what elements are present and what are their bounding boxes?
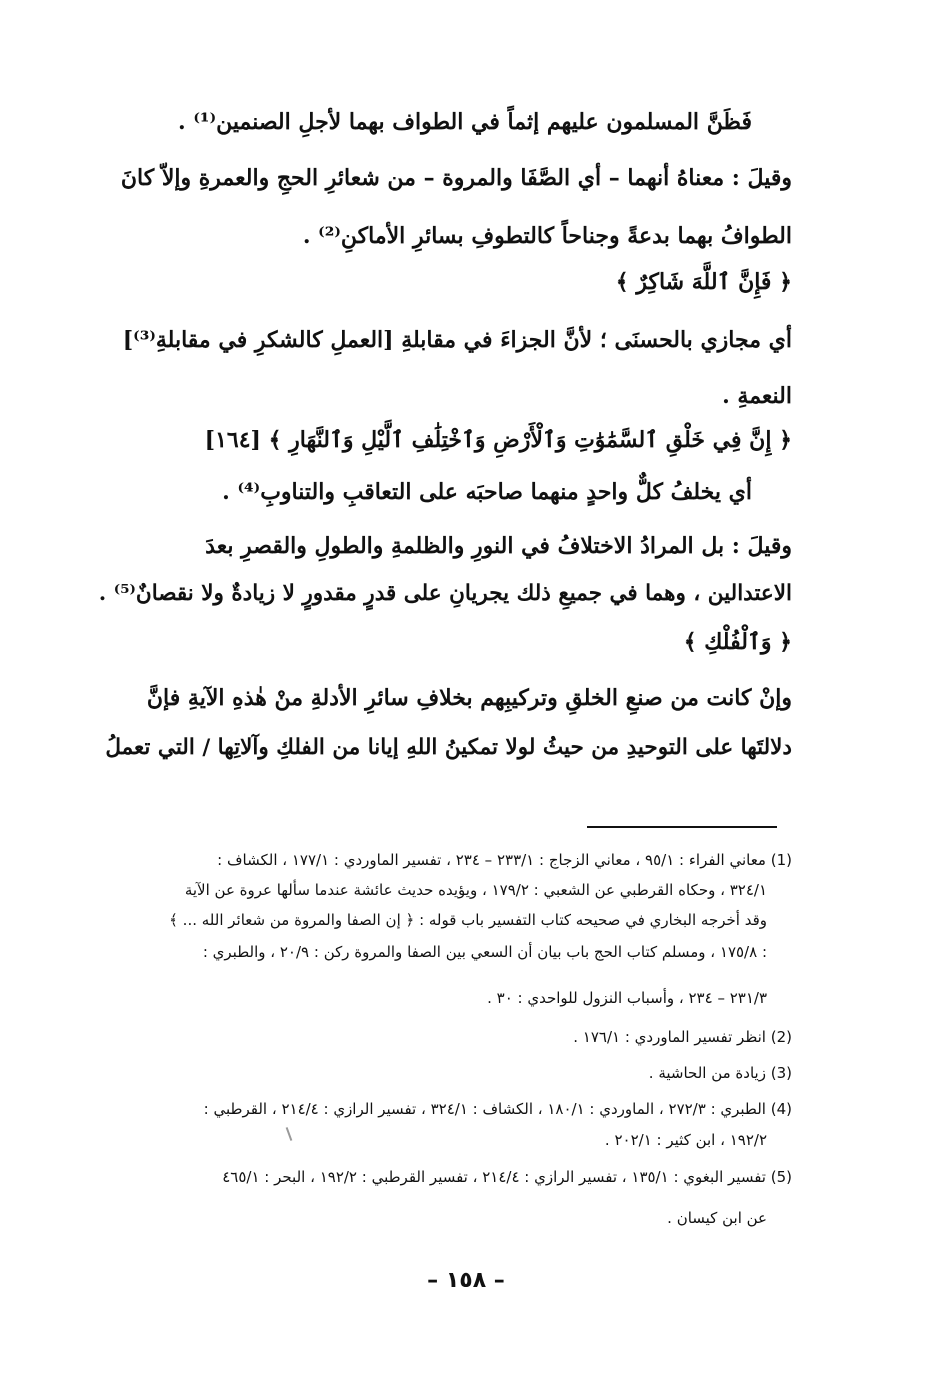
page-number: – ١٥٨ – <box>427 1268 505 1293</box>
quran-verse-3: ﴿ وَٱلْفُلْكِ ﴾ <box>683 629 792 655</box>
body-line-9: وإنْ كانت من صنعِ الخلقِ وتركيبِهم بخلافِ سائرِ الأدلةِ منْ هٰذهِ الآيةِ فإنَّ <box>146 685 792 711</box>
body-line-8: الاعتدالين ، وهما في جميعِ ذلك يجريانِ على قدرٍ مقدورٍ لا زيادةٌ ولا نقصانٌ⁽⁵⁾ . <box>98 581 792 606</box>
footnote-3: (3) زيادة من الحاشية . <box>648 1064 792 1082</box>
body-line-1: فَظَنَّ المسلمون عليهم إثماً في الطواف بهما لأجلِ الصنمين⁽¹⁾ . <box>178 109 752 135</box>
footnote-2: (2) انظر تفسير الماوردي : ١٧٦/١ . <box>573 1028 792 1046</box>
body-line-10: دلالتَها على التوحيدِ من حيثُ لولا تمكينُ اللهِ إيانا من الفلكِ وآلاتِها / التي تعملُ <box>105 735 792 760</box>
footnote-1-line-5: ٢٣١/٣ – ٢٣٤ ، وأسباب النزول للواحدي : ٣٠ . <box>487 989 767 1007</box>
quran-verse-1: ﴿ فَإِنَّ ٱللَّهَ شَاكِرٌ ﴾ <box>615 269 792 295</box>
footnote-4-line-2: ١٩٢/٢ ، ابن كثير : ٢٠٢/١ . <box>604 1131 767 1149</box>
body-line-7: وقيلَ : بل المرادُ الاختلافُ في النورِ والظلمةِ والطولِ والقصرِ بعدَ <box>205 533 792 559</box>
footnote-1-line-4: : ١٧٥/٨ ، ومسلم كتاب الحج باب بيان أن السعي بين الصفا والمروة ركن : ٢٠/٩ ، والطبري : <box>202 943 767 961</box>
body-line-4: أي مجازي بالحسنَى ؛ لأنَّ الجزاءَ في مقابلةِ [العملِ كالشكرِ في مقابلةِ⁽³⁾] <box>122 327 792 353</box>
footnote-1-line-2: ٣٢٤/١ ، وحكاه القرطبي عن الشعبي : ١٧٩/٢ ، ويؤيده حديث عائشة عندما سألها عروة عن الآية <box>184 881 767 899</box>
body-line-2: وقيلَ : معناهُ أنهما – أي الصَّفَا والمروة – من شعائرِ الحجِ والعمرةِ وإلاّ كانَ <box>120 165 792 191</box>
footnote-separator <box>587 826 777 828</box>
body-line-6: أي يخلفُ كلٌّ واحدٍ منهما صاحبَه على التعاقبِ والتناوبِ⁽⁴⁾ . <box>222 479 752 505</box>
body-line-3: الطوافُ بهما بدعةً وجناحاً كالتطوفِ بسائرِ الأماكنِ⁽²⁾ . <box>302 223 792 249</box>
footnote-1-line-1: (1) معاني الفراء : ٩٥/١ ، معاني الزجاج : ٢٣٣/١ – ٢٣٤ ، تفسير الماوردي : ١٧٧/١ ، الكشاف : <box>217 851 792 869</box>
footnote-5-line-1: (5) تفسير البغوي : ١٣٥/١ ، تفسير الرازي : ٢١٤/٤ ، تفسير القرطبي : ١٩٢/٢ ، البحر : ٤٦٥/١ <box>222 1168 792 1186</box>
footnote-4-line-1: (4) الطبري : ٢٧٢/٣ ، الماوردي : ١٨٠/١ ، الكشاف : ٣٢٤/١ ، تفسير الرازي : ٢١٤/٤ ، القرطبي : <box>203 1100 792 1118</box>
quran-verse-2: ﴿ إِنَّ فِي خَلْقِ ٱلسَّمَٰوَٰتِ وَٱلْأَرْضِ وَٱخْتِلَٰفِ ٱلَّيْلِ وَٱلنَّهَارِ ﴾ [١٦٤] <box>204 427 792 453</box>
footnote-1-line-3: وقد أخرجه البخاري في صحيحه كتاب التفسير باب قوله : ﴿ إن الصفا والمروة من شعائر الله ... ﴾ <box>169 911 767 929</box>
footnote-5-line-2: عن ابن كيسان . <box>667 1209 767 1227</box>
body-line-5: النعمةِ . <box>722 383 792 409</box>
